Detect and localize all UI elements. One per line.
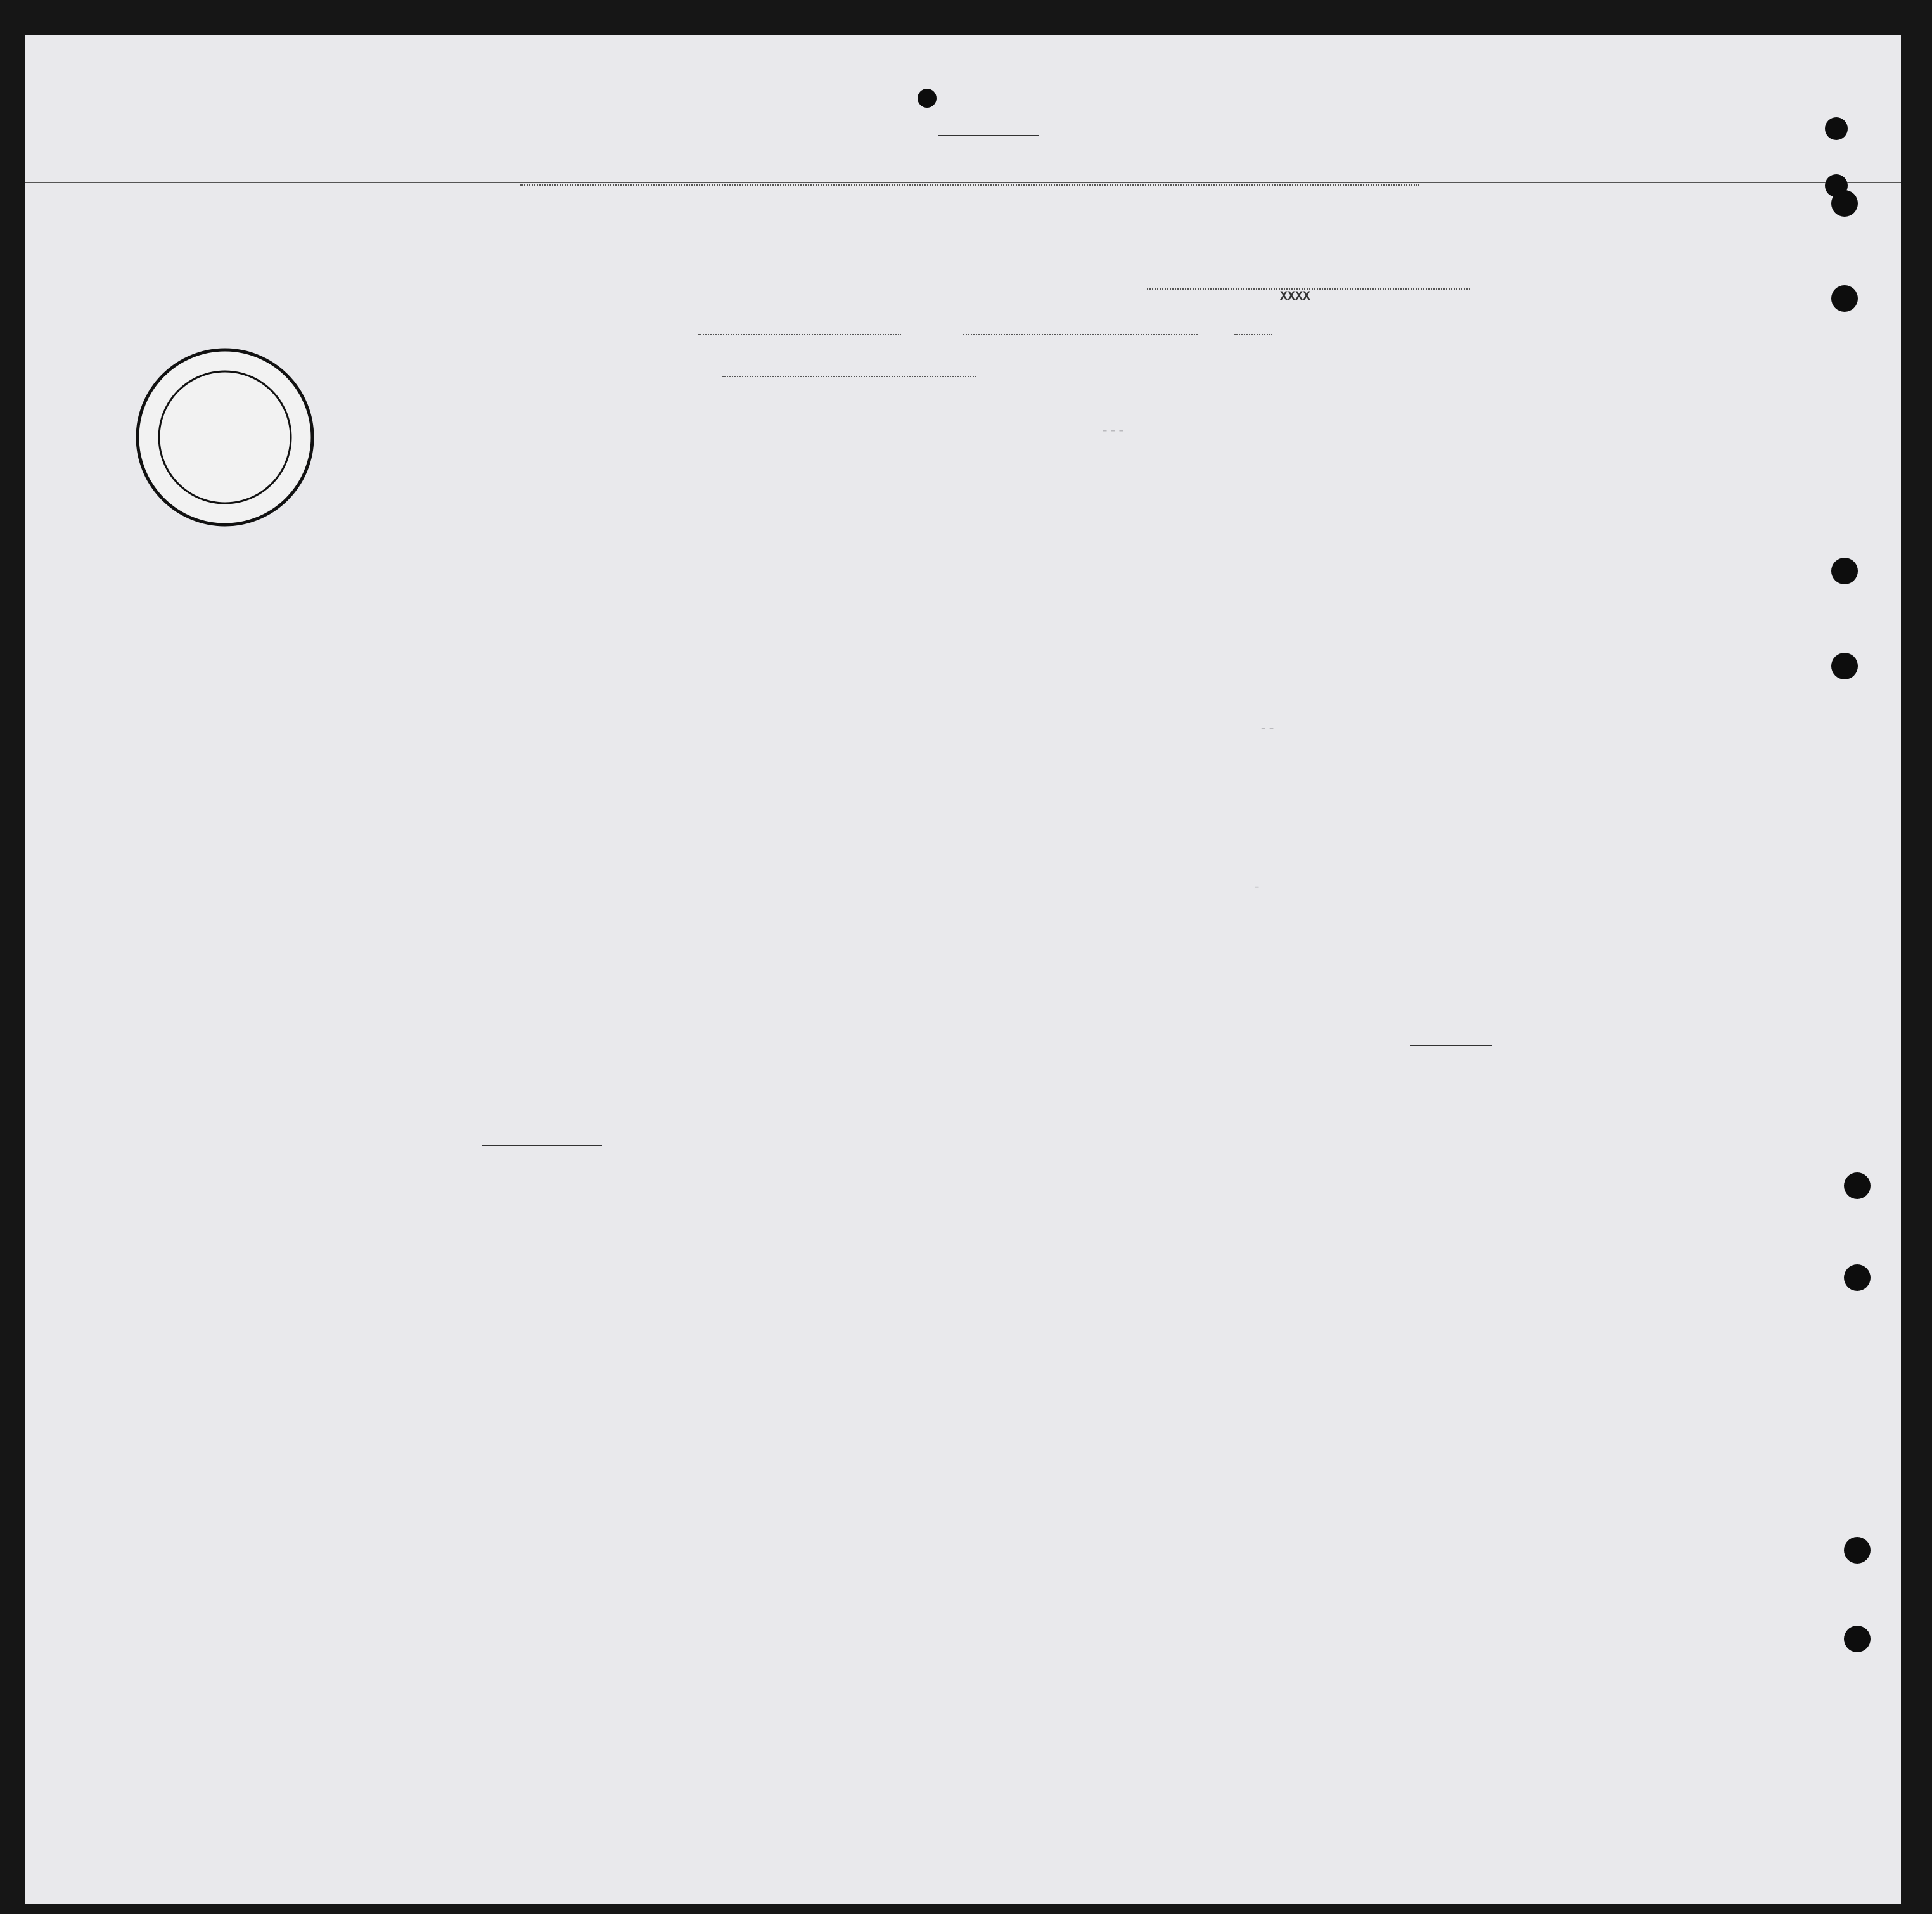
binder-hole [1825,117,1848,140]
bleed-through-text: - - - [1103,421,1123,437]
section-divider [482,1145,602,1146]
binder-hole [1831,285,1858,312]
races-title-underline [1410,1045,1492,1046]
struck-out-text: XXXX [1280,290,1311,304]
binder-hole [1831,653,1858,679]
declaration-line-1 [497,160,1524,186]
title-underline [938,135,1039,136]
binder-hole [918,89,937,108]
bleed-through-text: - [1255,878,1260,894]
fill-line [520,184,1419,186]
sworn-year-line [1234,334,1272,335]
binder-hole [1831,558,1858,584]
immigration-mail-seal [133,345,317,529]
document-page [25,35,1901,1904]
binder-hole [1844,1537,1871,1564]
bleed-through-text: - - [1261,719,1274,735]
sworn-month-line [963,334,1198,335]
binder-hole [1831,190,1858,217]
sworn-day-line [698,334,901,335]
binder-hole [1844,1626,1871,1652]
seal-graphic [133,345,317,529]
binder-hole [1844,1172,1871,1199]
inspector-signature-line [722,376,976,377]
binder-hole [1844,1264,1871,1291]
